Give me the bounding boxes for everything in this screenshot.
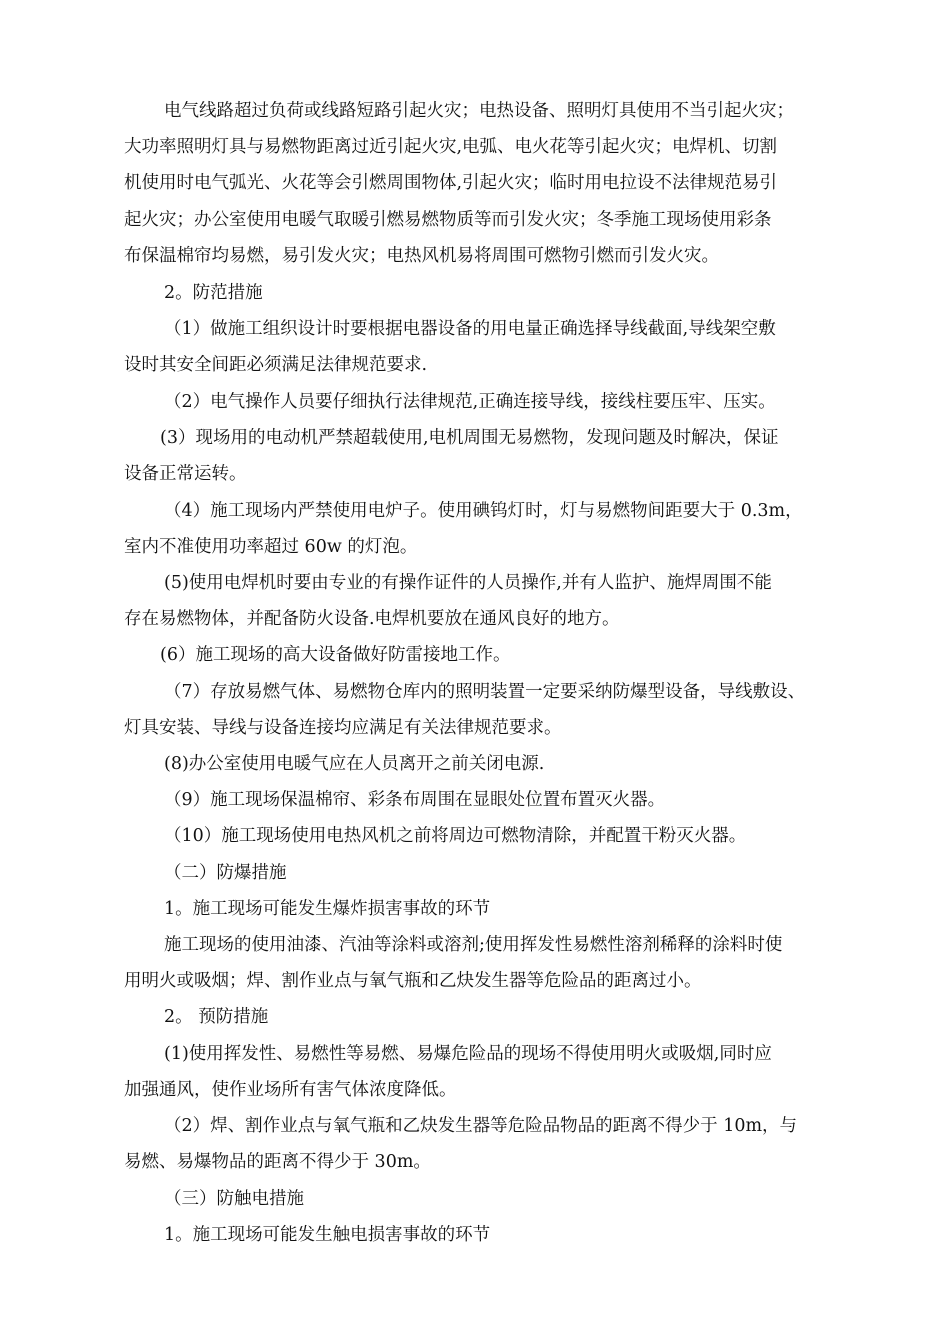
text-line: (3）现场用的电动机严禁超载使用,电机周围无易燃物，发现问题及时解决，保证 xyxy=(160,428,779,448)
text-line: 灯具安装、导线与设备连接均应满足有关法律规范要求。 xyxy=(124,718,562,738)
text-line: 设时其安全间距必须满足法律规范要求. xyxy=(124,355,428,375)
text-line: 室内不准使用功率超过 60w 的灯泡。 xyxy=(124,537,418,557)
text-line: 设备正常运转。 xyxy=(124,464,247,484)
text-line: (8)办公室使用电暖气应在人员离开之前关闭电源. xyxy=(164,754,545,774)
section-heading: （二）防爆措施 xyxy=(164,863,287,883)
text-line: （1）做施工组织设计时要根据电器设备的用电量正确选择导线截面,导线架空敷 xyxy=(164,319,776,339)
section-heading: 2。 预防措施 xyxy=(164,1007,269,1027)
section-heading: 1。施工现场可能发生爆炸损害事故的环节 xyxy=(164,899,491,919)
section-heading: 1。施工现场可能发生触电损害事故的环节 xyxy=(164,1225,491,1245)
text-line: 加强通风，使作业场所有害气体浓度降低。 xyxy=(124,1080,457,1100)
text-line: 布保温棉帘均易燃，易引发火灾；电热风机易将周围可燃物引燃而引发火灾。 xyxy=(124,246,719,266)
text-line: （7）存放易燃气体、易燃物仓库内的照明装置一定要采纳防爆型设备，导线敷设、 xyxy=(164,682,806,702)
text-line: 施工现场的使用油漆、汽油等涂料或溶剂;使用挥发性易燃性溶剂稀释的涂料时使 xyxy=(164,935,783,955)
text-line: （9）施工现场保温棉帘、彩条布周围在显眼处位置布置灭火器。 xyxy=(164,790,666,810)
text-line: 用明火或吸烟；焊、割作业点与氧气瓶和乙炔发生器等危险品的距离过小。 xyxy=(124,971,702,991)
text-line: 易燃、易爆物品的距离不得少于 30m。 xyxy=(124,1152,431,1172)
section-heading: （三）防触电措施 xyxy=(164,1189,304,1209)
text-line: 存在易燃物体，并配备防火设备.电焊机要放在通风良好的地方。 xyxy=(124,609,620,629)
section-heading: 2。防范措施 xyxy=(164,283,263,303)
text-line: 大功率照明灯具与易燃物距离过近引起火灾,电弧、电火花等引起火灾；电焊机、切割 xyxy=(124,137,778,157)
text-line: （10）施工现场使用电热风机之前将周边可燃物清除，并配置干粉灭火器。 xyxy=(164,826,747,846)
text-line: (5)使用电焊机时要由专业的有操作证件的人员操作,并有人监护、施焊周围不能 xyxy=(164,573,772,593)
text-line: （4）施工现场内严禁使用电炉子。使用碘钨灯时，灯与易燃物间距要大于 0.3m， xyxy=(164,501,803,521)
text-line: （2）焊、割作业点与氧气瓶和乙炔发生器等危险品物品的距离不得少于 10m，与 xyxy=(164,1116,798,1136)
text-line: (6）施工现场的高大设备做好防雷接地工作。 xyxy=(160,645,511,665)
text-line: 机使用时电气弧光、火花等会引燃周围物体,引起火灾；临时用电拉设不法律规范易引 xyxy=(124,173,778,193)
text-line: 起火灾；办公室使用电暖气取暖引燃易燃物质等而引发火灾；冬季施工现场使用彩条 xyxy=(124,210,772,230)
text-line: (1)使用挥发性、易燃性等易燃、易爆危险品的现场不得使用明火或吸烟,同时应 xyxy=(164,1044,772,1064)
text-line: （2）电气操作人员要仔细执行法律规范,正确连接导线，接线柱要压牢、压实。 xyxy=(164,392,776,412)
text-line: 电气线路超过负荷或线路短路引起火灾；电热设备、照明灯具使用不当引起火灾； xyxy=(164,101,794,121)
